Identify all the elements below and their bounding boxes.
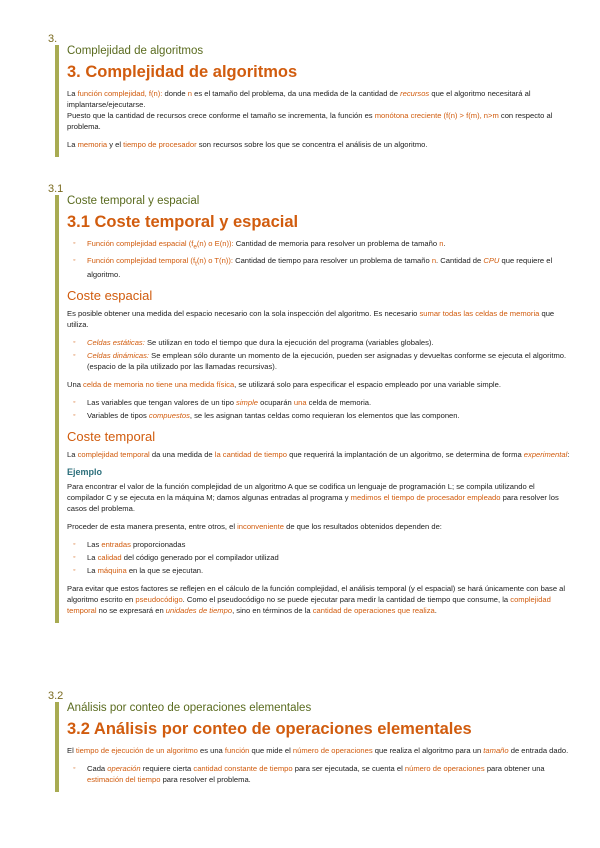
section-3-1 xyxy=(55,195,570,623)
highlighted-term: simple xyxy=(236,398,258,408)
text-run: de que los resultados obtenidos dependen de: xyxy=(284,522,442,532)
bullet-list xyxy=(67,763,570,785)
list-item xyxy=(67,410,570,421)
list-item xyxy=(67,337,570,348)
text-run: . xyxy=(434,606,437,616)
bullet-list xyxy=(67,397,570,421)
text-run: , se utilizará solo para especificar el espacio empleado por una variable simple. xyxy=(234,380,501,390)
para xyxy=(67,481,570,514)
text-run: que realiza el algoritmo para un xyxy=(372,746,484,755)
para xyxy=(67,139,570,150)
highlighted-term: celda de memoria no tiene una medida física xyxy=(83,380,235,390)
text-run: que utiliza. xyxy=(67,309,555,330)
highlighted-term: número de operaciones xyxy=(292,746,373,755)
text-run: es el tamaño del problema, da una medida de la cantidad de xyxy=(191,89,401,98)
section-3-2-subtitle: Análisis por conteo de operaciones elementales xyxy=(67,702,312,714)
section-3-2-title: 3.2 Análisis por conteo de operaciones elementales xyxy=(67,720,472,738)
highlighted-term: Celdas estáticas: xyxy=(87,338,145,348)
text-run: La xyxy=(67,140,78,149)
section-3 xyxy=(55,45,570,157)
section-3-2-number: 3.2 xyxy=(48,690,64,702)
highlighted-term: la cantidad de tiempo xyxy=(214,450,287,460)
highlighted-term: calidad xyxy=(97,553,122,563)
highlighted-term: recursos xyxy=(400,89,430,98)
text-run: : xyxy=(567,450,570,460)
bullet-list xyxy=(67,238,570,280)
text-run: Es posible obtener una medida del espacio necesario con la sola inspección del algoritmo. Es necesario xyxy=(67,309,420,319)
text-run: . Como el pseudocódigo no se puede ejecutar para medir la cantidad de tiempo que consume, la xyxy=(182,595,511,605)
text-run: ocuparán xyxy=(257,398,294,408)
list-item xyxy=(67,238,570,253)
text-run: La xyxy=(67,450,78,460)
highlighted-term: estimación del tiempo xyxy=(87,775,161,784)
list-item xyxy=(67,763,570,785)
text-run: El xyxy=(67,746,76,755)
section-3-1-subtitle: Coste temporal y espacial xyxy=(67,195,200,207)
highlighted-term: n xyxy=(431,255,437,265)
highlighted-term: n xyxy=(439,239,444,248)
highlighted-term: compuestos xyxy=(148,411,190,421)
bullet-list xyxy=(67,337,570,372)
list-item xyxy=(67,539,570,550)
list-item xyxy=(67,552,570,563)
highlighted-term: (n) o T(n)): xyxy=(196,255,233,265)
highlighted-term: tamaño xyxy=(483,746,509,755)
text-run: no se expresará en xyxy=(96,606,166,616)
text-run: que el algoritmo necesitará al implantarse/ejecutarse. xyxy=(67,89,531,109)
text-run: Una xyxy=(67,380,84,390)
text-run: , se les asignan tantas celdas como requieran los elementos que las componen. xyxy=(189,411,460,421)
highlighted-term: Función complejidad temporal (f xyxy=(87,255,196,265)
text-run: La xyxy=(87,553,98,563)
highlighted-term: t xyxy=(195,260,197,268)
para xyxy=(67,110,570,132)
highlighted-term: complejidad temporal xyxy=(77,450,150,460)
section-3-title: 3. Complejidad de algoritmos xyxy=(67,63,298,81)
highlighted-term: (n) o E(n)): xyxy=(196,239,234,248)
text-run: para obtener una xyxy=(484,764,545,773)
highlighted-term: entradas xyxy=(101,540,131,550)
highlighted-term: función xyxy=(224,746,250,755)
highlighted-term: operación xyxy=(107,764,141,773)
highlighted-term: Celdas dinámicas: xyxy=(87,351,150,361)
highlighted-term: complejidad temporal xyxy=(67,595,551,616)
highlighted-term: cantidad de operaciones que realiza xyxy=(312,606,435,616)
para xyxy=(67,521,570,532)
para xyxy=(67,449,570,460)
text-run: para resolver el problema. xyxy=(160,775,251,784)
section-3-number: 3. xyxy=(48,33,58,45)
text-run: del código generado por el compilador utilizad xyxy=(121,553,279,563)
section-3-2 xyxy=(55,702,570,792)
text-run: que mide el xyxy=(249,746,293,755)
para xyxy=(67,745,570,756)
text-run: requiere cierta xyxy=(140,764,194,773)
text-run: de entrada dado. xyxy=(508,746,569,755)
text-run: para resolver los casos del problema. xyxy=(67,493,559,514)
para xyxy=(67,379,570,390)
text-run: Las variables que tengan valores de un tipo xyxy=(87,398,237,408)
text-run: con respecto al problema. xyxy=(67,111,553,131)
highlighted-term: Función complejidad espacial (f xyxy=(87,239,194,248)
highlighted-term: número de operaciones xyxy=(404,764,485,773)
text-run: Se emplean sólo durante un momento de la ejecución, pueden ser asignadas y devueltas conforme se ejecuta el algoritmo. (espacio de la pila utilizado por las llamadas recursivas). xyxy=(87,351,567,372)
heading-coste-espacial: Coste espacial xyxy=(67,288,153,304)
text-run: Cada xyxy=(87,764,108,773)
para xyxy=(67,88,570,110)
heading-ejemplo: Ejemplo xyxy=(67,467,103,478)
highlighted-term: monótona creciente (f(n) > f(m), n>m xyxy=(374,111,499,120)
text-run: en la que se ejecutan. xyxy=(126,566,204,576)
section-3-subtitle: Complejidad de algoritmos xyxy=(67,45,204,57)
section-3-1-title: 3.1 Coste temporal y espacial xyxy=(67,213,299,231)
text-run: Puesto que la cantidad de recursos crece conforme el tamaño se incrementa, la función es xyxy=(67,111,375,120)
highlighted-term: CPU xyxy=(483,255,500,265)
text-run: que requerirá la implantación de un algoritmo, se determina de forma xyxy=(286,450,524,460)
text-run: Para encontrar el valor de la función complejidad de un algoritmo A que se codifica un lenguaje de programación L; se compila utilizando el compilador C y se ejecuta en la máquina M; damos algunas entradas al programa y xyxy=(67,482,535,503)
highlighted-term: tiempo de ejecución de un algoritmo xyxy=(75,746,198,755)
text-run: es una xyxy=(197,746,225,755)
highlighted-term: unidades de tiempo xyxy=(165,606,233,616)
text-run: Variables de tipos xyxy=(87,411,149,421)
highlighted-term: inconveniente xyxy=(237,522,284,532)
text-run: La xyxy=(87,566,98,576)
highlighted-term: una xyxy=(293,398,307,408)
highlighted-term: medimos el tiempo de procesador empleado xyxy=(350,493,501,503)
highlighted-term: experimental xyxy=(523,450,568,460)
highlighted-term: pseudocódigo xyxy=(135,595,183,605)
text-run: proporcionadas xyxy=(130,540,186,550)
highlighted-term: n xyxy=(187,89,192,98)
list-item xyxy=(67,350,570,372)
highlighted-term: e xyxy=(193,243,197,251)
para xyxy=(67,583,570,616)
list-item xyxy=(67,397,570,408)
para xyxy=(67,308,570,330)
text-run: . xyxy=(443,239,446,248)
text-run: Las xyxy=(87,540,102,550)
highlighted-term: tiempo de procesador xyxy=(123,140,197,149)
text-run: son recursos sobre los que se concentra el análisis de un algoritmo. xyxy=(196,140,428,149)
highlighted-term: cantidad constante de tiempo xyxy=(193,764,293,773)
text-run: , sino en términos de la xyxy=(232,606,313,616)
bullet-list xyxy=(67,539,570,576)
text-run: celda de memoria. xyxy=(306,398,372,408)
highlighted-term: sumar todas las celdas de memoria xyxy=(419,309,540,319)
highlighted-term: función complejidad, f(n): xyxy=(77,89,163,98)
text-run: y el xyxy=(107,140,124,149)
list-item xyxy=(67,255,570,281)
text-run: Proceder de esta manera presenta, entre otros, el xyxy=(67,522,238,532)
heading-coste-temporal: Coste temporal xyxy=(67,429,156,445)
text-run: Cantidad de memoria para resolver un problema de tamaño xyxy=(233,239,440,248)
section-3-1-number: 3.1 xyxy=(48,183,64,195)
text-run: que requiere el algoritmo. xyxy=(87,255,553,280)
text-run: La xyxy=(67,89,78,98)
highlighted-term: memoria xyxy=(77,140,108,149)
highlighted-term: máquina xyxy=(97,566,127,576)
text-run: para ser ejecutada, se cuenta el xyxy=(292,764,405,773)
list-item xyxy=(67,565,570,576)
text-run: da una medida de xyxy=(149,450,215,460)
text-run: . Cantidad de xyxy=(436,255,484,265)
text-run: Cantidad de tiempo para resolver un problema de tamaño xyxy=(232,255,432,265)
text-run: Para evitar que estos factores se reflejen en el cálculo de la función complejidad, el análisis temporal (y el espacial) se hará únicamente con base al algoritmo escrito en xyxy=(67,584,566,605)
text-run: Se utilizan en todo el tiempo que dura la ejecución del programa (variables globales). xyxy=(144,338,434,348)
text-run: donde xyxy=(162,89,188,98)
